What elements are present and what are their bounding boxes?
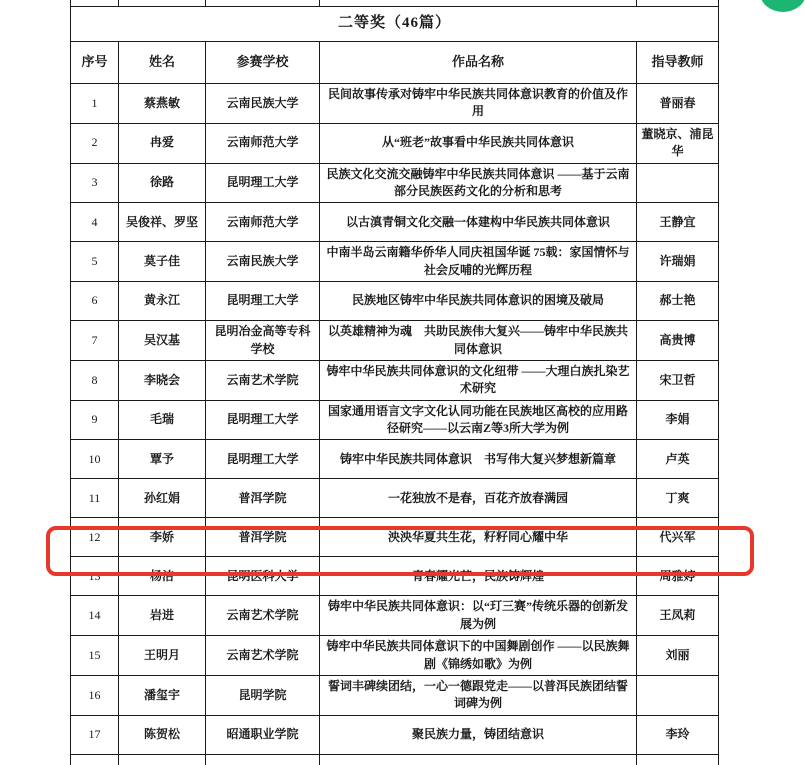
cell-no: 8 (71, 360, 119, 400)
cell-name: 吴汉基 (119, 321, 206, 361)
cell-no: 9 (71, 400, 119, 440)
cell-name: 吴俊祥、罗坚 (119, 203, 206, 242)
cell-name: 潘玺宇 (119, 676, 206, 716)
cell-school: 云南艺术学院 (206, 360, 320, 400)
table-row (71, 636, 719, 676)
cell-teacher: 李玲 (637, 715, 719, 754)
cell-title: 民族地区铸牢中华民族共同体意识的困境及破局 (320, 282, 637, 321)
cell-no: 16 (71, 676, 119, 716)
cell-name: 李娇 (119, 518, 206, 557)
table-row (71, 715, 719, 754)
table-row (71, 518, 719, 557)
cell-teacher: 李娟 (637, 400, 719, 440)
column-header-title: 作品名称 (320, 42, 637, 84)
table-row (71, 676, 719, 716)
cell-no: 2 (71, 123, 119, 163)
cell-title: 聚民族力量，铸团结意识 (320, 715, 637, 754)
cell-title: 铸牢中华民族共同体意识 书写伟大复兴梦想新篇章 (320, 440, 637, 479)
cell-teacher: 王静宜 (637, 203, 719, 242)
empty-cell (206, 754, 320, 765)
cell-school: 昭通职业学院 (206, 715, 320, 754)
cell-title: 以英雄精神为魂 共助民族伟大复兴——铸牢中华民族共同体意识 (320, 321, 637, 361)
table-row (71, 400, 719, 440)
cell-name: 冉爱 (119, 123, 206, 163)
cell-teacher: 宋卫哲 (637, 360, 719, 400)
column-header-name: 姓名 (119, 42, 206, 84)
cell-title: 青春耀光芒，民族铸辉煌 (320, 557, 637, 596)
empty-cell (119, 754, 206, 765)
cell-teacher: 王凤莉 (637, 596, 719, 636)
cell-no: 3 (71, 163, 119, 203)
cell-teacher: 高贵博 (637, 321, 719, 361)
cell-teacher: 代兴军 (637, 518, 719, 557)
cell-title: 从“班老”故事看中华民族共同体意识 (320, 123, 637, 163)
table-row (71, 163, 719, 203)
cell-no: 15 (71, 636, 119, 676)
cell-name: 徐路 (119, 163, 206, 203)
cell-teacher: 普丽春 (637, 84, 719, 124)
cell-school: 昆明冶金高等专科学校 (206, 321, 320, 361)
table-partial-row-bottom (71, 754, 719, 765)
table-row (71, 360, 719, 400)
cell-name: 陈贺松 (119, 715, 206, 754)
cell-no: 12 (71, 518, 119, 557)
cell-title: 铸牢中华民族共同体意识下的中国舞剧创作 ——以民族舞剧《锦绣如歌》为例 (320, 636, 637, 676)
cell-no: 1 (71, 84, 119, 124)
cell-name: 岩进 (119, 596, 206, 636)
section-title: 二等奖（46篇） (71, 7, 719, 42)
cell-no: 5 (71, 242, 119, 282)
cell-teacher: 丁爽 (637, 479, 719, 518)
awards-table (70, 0, 719, 765)
column-header-teacher: 指导教师 (637, 42, 719, 84)
cell-teacher: 周雅婷 (637, 557, 719, 596)
cell-school: 昆明理工大学 (206, 440, 320, 479)
cell-name: 毛瑞 (119, 400, 206, 440)
cell-name: 莫子佳 (119, 242, 206, 282)
cell-title: 铸牢中华民族共同体意识：以“玎三赛”传统乐器的创新发展为例 (320, 596, 637, 636)
cell-title: 中南半岛云南籍华侨华人同庆祖国华诞 75载：家国情怀与社会反哺的光辉历程 (320, 242, 637, 282)
cell-teacher (637, 163, 719, 203)
cell-title: 泱泱华夏共生花，籽籽同心耀中华 (320, 518, 637, 557)
cell-title: 誓词丰碑续团结，一心一德跟党走——以普洱民族团结誓词碑为例 (320, 676, 637, 716)
cell-school: 云南艺术学院 (206, 596, 320, 636)
cell-no: 17 (71, 715, 119, 754)
cell-no: 10 (71, 440, 119, 479)
cell-teacher: 董晓京、浦昆华 (637, 123, 719, 163)
cell-school: 昆明医科大学 (206, 557, 320, 596)
table-row (71, 596, 719, 636)
cell-name: 杨洁 (119, 557, 206, 596)
cell-teacher: 刘丽 (637, 636, 719, 676)
table-row (71, 440, 719, 479)
table-row (71, 84, 719, 124)
cell-school: 普洱学院 (206, 479, 320, 518)
cell-title: 民间故事传承对铸牢中华民族共同体意识教育的价值及作用 (320, 84, 637, 124)
cell-no: 14 (71, 596, 119, 636)
table-header-row (71, 42, 719, 84)
table-row (71, 321, 719, 361)
cell-school: 昆明理工大学 (206, 400, 320, 440)
cell-title: 国家通用语言文字文化认同功能在民族地区高校的应用路径研究——以云南Z等3所大学为例 (320, 400, 637, 440)
empty-cell (320, 754, 637, 765)
cell-name: 王明月 (119, 636, 206, 676)
cell-school: 昆明理工大学 (206, 282, 320, 321)
column-header-no: 序号 (71, 42, 119, 84)
cell-name: 覃予 (119, 440, 206, 479)
cell-teacher (637, 676, 719, 716)
cell-no: 13 (71, 557, 119, 596)
cell-school: 云南民族大学 (206, 242, 320, 282)
cell-name: 李晓会 (119, 360, 206, 400)
empty-cell (637, 754, 719, 765)
table-row (71, 242, 719, 282)
cell-title: 民族文化交流交融铸牢中华民族共同体意识 ——基于云南部分民族医药文化的分析和思考 (320, 163, 637, 203)
cell-school: 云南师范大学 (206, 123, 320, 163)
cell-teacher: 郝士艳 (637, 282, 719, 321)
table-row (71, 123, 719, 163)
cell-school: 昆明学院 (206, 676, 320, 716)
table-row (71, 557, 719, 596)
cell-teacher: 许瑞娟 (637, 242, 719, 282)
cell-school: 昆明理工大学 (206, 163, 320, 203)
cell-no: 7 (71, 321, 119, 361)
cell-no: 11 (71, 479, 119, 518)
cell-name: 黄永江 (119, 282, 206, 321)
table-row (71, 282, 719, 321)
section-title-row (71, 7, 719, 42)
cell-title: 以古滇青铜文化交融一体建构中华民族共同体意识 (320, 203, 637, 242)
green-dot-decoration (760, 0, 806, 12)
cell-title: 铸牢中华民族共同体意识的文化纽带 ——大理白族扎染艺术研究 (320, 360, 637, 400)
empty-cell (71, 754, 119, 765)
cell-name: 蔡燕敏 (119, 84, 206, 124)
cell-no: 6 (71, 282, 119, 321)
cell-title: 一花独放不是春，百花齐放春满园 (320, 479, 637, 518)
cell-name: 孙红娟 (119, 479, 206, 518)
cell-school: 普洱学院 (206, 518, 320, 557)
table-row (71, 479, 719, 518)
table-row (71, 203, 719, 242)
cell-teacher: 卢英 (637, 440, 719, 479)
column-header-school: 参赛学校 (206, 42, 320, 84)
cell-no: 4 (71, 203, 119, 242)
cell-school: 云南师范大学 (206, 203, 320, 242)
cell-school: 云南民族大学 (206, 84, 320, 124)
cell-school: 云南艺术学院 (206, 636, 320, 676)
